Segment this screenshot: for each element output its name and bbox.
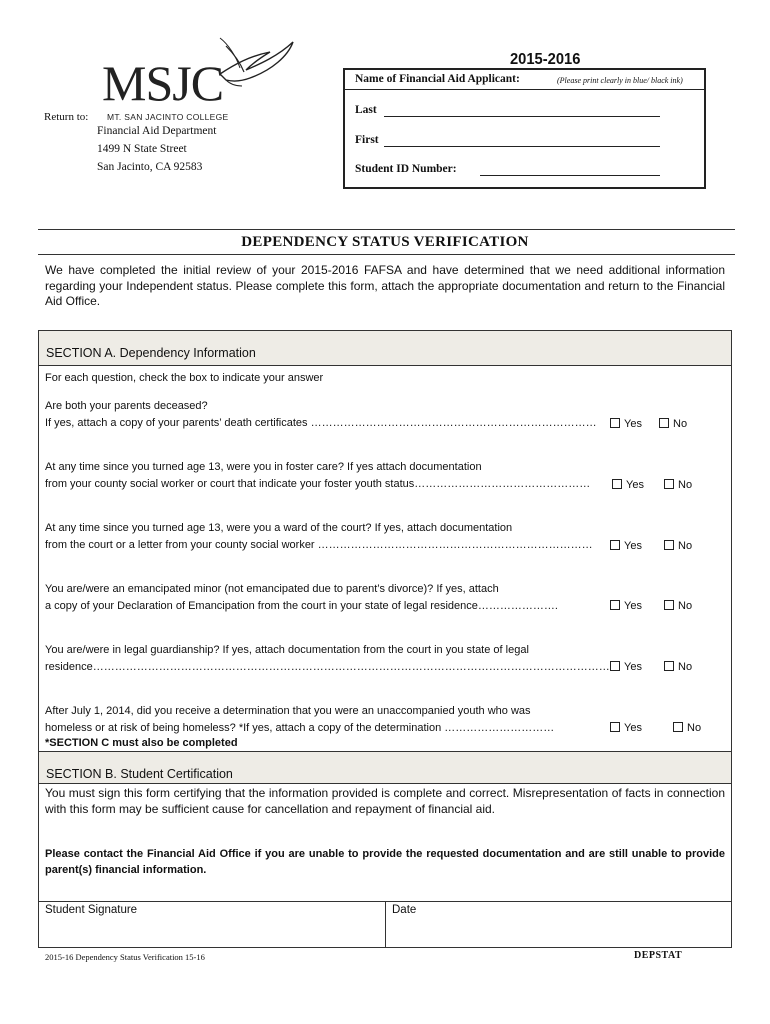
- address-line-city: San Jacinto, CA 92583: [97, 161, 203, 173]
- section-a-instruction: For each question, check the box to indicate your answer: [45, 372, 324, 384]
- address-line-department: Financial Aid Department: [97, 125, 217, 137]
- checkbox-icon[interactable]: [610, 418, 620, 428]
- question-4-line-1: You are/were an emancipated minor (not emancipated due to parent’s divorce)? If yes, attach: [45, 583, 499, 595]
- footer-form-name: 2015-16 Dependency Status Verification 15-16: [45, 952, 205, 962]
- checkbox-icon[interactable]: [664, 540, 674, 550]
- date-field[interactable]: Date: [392, 904, 417, 916]
- question-1-line-1: Are both your parents deceased?: [45, 400, 208, 412]
- address-line-street: 1499 N State Street: [97, 143, 187, 155]
- print-instruction-note: (Please print clearly in blue/ black ink): [557, 76, 683, 85]
- applicant-box-divider: [343, 89, 706, 90]
- q2-yes-option[interactable]: [612, 479, 644, 491]
- q5-yes-label: Yes: [624, 661, 642, 673]
- checkbox-icon[interactable]: [664, 479, 674, 489]
- q2-no-option[interactable]: [664, 479, 692, 491]
- question-6: [45, 703, 585, 750]
- title-top-rule: [38, 229, 735, 230]
- question-4-line-2: a copy of your Declaration of Emancipation from the court in your state of legal residence………………….: [45, 600, 558, 612]
- first-name-field[interactable]: [384, 146, 660, 147]
- aid-year: 2015-2016: [510, 51, 581, 68]
- q1-no-label: No: [673, 418, 688, 430]
- student-signature-field[interactable]: Student Signature: [45, 904, 138, 916]
- section-b-contact-text: Please contact the Financial Aid Office if you are unable to provide the requested documentation and are still unable to provide parent(s) financial information.: [45, 848, 725, 876]
- title-bottom-rule: [38, 254, 735, 255]
- last-name-field[interactable]: [384, 116, 660, 117]
- q4-yes-label: Yes: [624, 600, 642, 612]
- intro-paragraph: We have completed the initial review of your 2015-2016 FAFSA and have determined that we need additional information regarding your Independent status. Please complete this form, attach the appropriate documentation and return to the Financial Aid Office.: [45, 263, 725, 308]
- q6-no-label: No: [687, 722, 702, 734]
- question-2-line-1: At any time since you turned age 13, were you in foster care? If yes attach documentation: [45, 461, 482, 473]
- checkbox-icon[interactable]: [610, 722, 620, 732]
- q6-yes-option[interactable]: [610, 722, 642, 734]
- signature-date-divider: [385, 901, 386, 947]
- q2-no-label: No: [678, 479, 693, 491]
- q6-no-option[interactable]: [673, 722, 701, 734]
- question-3-line-2: from the court or a letter from your county social worker …………………………………………………………………: [45, 539, 593, 551]
- footer-form-code: DEPSTAT: [634, 950, 683, 961]
- logo-subtitle: MT. SAN JACINTO COLLEGE: [107, 112, 229, 122]
- q6-yes-label: Yes: [624, 722, 642, 734]
- q3-yes-option[interactable]: [610, 540, 642, 552]
- q5-no-label: No: [678, 661, 693, 673]
- q5-yes-option[interactable]: [610, 661, 642, 673]
- q3-no-label: No: [678, 540, 693, 552]
- q5-no-option[interactable]: [664, 661, 692, 673]
- question-5: [45, 642, 610, 676]
- q1-no-option[interactable]: [659, 418, 687, 430]
- first-name-label: First: [355, 134, 379, 146]
- form-title: DEPENDENCY STATUS VERIFICATION: [241, 234, 529, 250]
- applicant-name-label: Name of Financial Aid Applicant:: [355, 73, 520, 85]
- question-3: [45, 520, 593, 554]
- q1-yes-label: Yes: [624, 418, 642, 430]
- checkbox-icon[interactable]: [664, 600, 674, 610]
- section-b-heading: SECTION B. Student Certification: [39, 751, 731, 784]
- student-id-field[interactable]: [480, 175, 660, 176]
- section-b-certification-text: You must sign this form certifying that the information provided is complete and correct. Misrepresentation of facts in connection with this form may be sufficient cause for cancellation and repayment of financial aid.: [45, 786, 725, 816]
- q3-yes-label: Yes: [624, 540, 642, 552]
- q1-yes-option[interactable]: [610, 418, 642, 430]
- logo-wordmark: MSJC: [102, 55, 224, 111]
- q4-no-label: No: [678, 600, 693, 612]
- question-6-line-1: After July 1, 2014, did you receive a determination that you were an unaccompanied youth who was: [45, 705, 531, 717]
- checkbox-icon[interactable]: [673, 722, 683, 732]
- checkbox-icon[interactable]: [610, 540, 620, 550]
- return-to-label: Return to:: [44, 111, 89, 123]
- q2-yes-label: Yes: [626, 479, 644, 491]
- question-4: [45, 581, 585, 615]
- checkbox-icon[interactable]: [610, 661, 620, 671]
- question-6-line-2: homeless or at risk of being homeless? *If yes, attach a copy of the determination …………………………: [45, 722, 555, 734]
- last-name-label: Last: [355, 104, 377, 116]
- question-3-line-1: At any time since you turned age 13, were you a ward of the court? If yes, attach documentation: [45, 522, 513, 534]
- checkbox-icon[interactable]: [659, 418, 669, 428]
- section-a-heading: SECTION A. Dependency Information: [39, 331, 731, 366]
- student-id-label: Student ID Number:: [355, 163, 457, 175]
- question-1-line-2: If yes, attach a copy of your parents’ death certificates ……………………………………………………………………: [45, 417, 597, 429]
- checkbox-icon[interactable]: [610, 600, 620, 610]
- q3-no-option[interactable]: [664, 540, 692, 552]
- question-5-line-2: residence……………………………………………………………………………………………………………………………: [45, 661, 610, 673]
- question-6-line-3: *SECTION C must also be completed: [45, 737, 238, 749]
- q4-yes-option[interactable]: [610, 600, 642, 612]
- q4-no-option[interactable]: [664, 600, 692, 612]
- question-2-line-2: from your county social worker or court that indicate your foster youth status…………………………………………: [45, 478, 591, 490]
- question-5-line-1: You are/were in legal guardianship? If yes, attach documentation from the court in you state of legal: [45, 644, 529, 656]
- question-1: [45, 398, 597, 432]
- checkbox-icon[interactable]: [664, 661, 674, 671]
- question-2: [45, 459, 591, 493]
- checkbox-icon[interactable]: [612, 479, 622, 489]
